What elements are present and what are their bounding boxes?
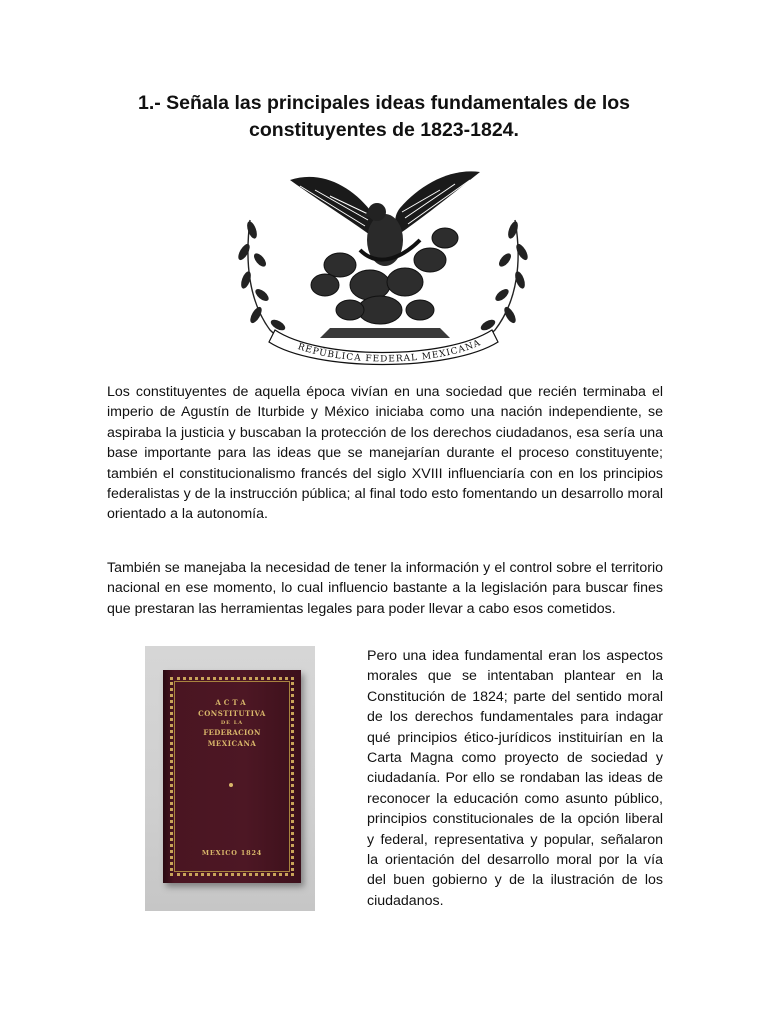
book-photo: [145, 646, 315, 911]
book-title-line-1: ACTA: [215, 698, 249, 707]
book-title-line-5: MEXICANA: [207, 739, 257, 748]
page-title: 1.- Señala las principales ideas fundamentales de los constituyentes de 1823-1824.: [137, 92, 631, 141]
paragraph-3: Pero una idea fundamental eran los aspectos morales que se intentaban plantear en la Constitución de 1824; parte del sentido moral de los derechos fundamentales para indagar qué principios ético-jurídicos instituirían en la Carta Magna como proyecto de sociedad y ciudadanía. Por ello se rondaban las ideas de reconocer la educación como asunto público, principios constitucionales de la opción liberal y federal, representativa y popular, señalaron la orientación del desarrollo moral por la vía del buen gobierno y de la ilustración de los ciudadanos.: [367, 648, 663, 909]
book-title-line-4: FEDERACION: [203, 728, 261, 737]
book-date: MEXICO 1824: [201, 849, 263, 857]
mexican-eagle-emblem-icon: [230, 160, 535, 370]
book-ornament-icon: [229, 783, 233, 787]
acta-constitutiva-book: [163, 670, 301, 883]
book-title-line-3: DE LA: [220, 720, 244, 726]
ribbon-text: REPÚBLICA FEDERAL MEXICANA: [296, 338, 483, 365]
book-title-line-2: CONSTITUTIVA: [198, 709, 266, 718]
paragraph-2: También se manejaba la necesidad de tener la información y el control sobre el territorio nacional en ese momento, lo cual influencio bastante a la legislación para buscar fines que prestaran las herramientas legales para poder llevar a cabo esos cometidos.: [107, 560, 663, 617]
paragraph-1: Los constituyentes de aquella época vivían en una sociedad que recién terminaba el imperio de Agustín de Iturbide y México iniciaba como una nación independiente, se aspiraba la justicia y buscaban la protección de los derechos ciudadanos, esa sería una base importante para las ideas que se manejarían durante el proceso constituyente; también el constitucionalismo francés del siglo XVIII influenciaría con en los principios federalistas y de la instrucción pública; al final todo esto fomentando un desarrollo moral orientado a la autonomía.: [107, 384, 663, 523]
